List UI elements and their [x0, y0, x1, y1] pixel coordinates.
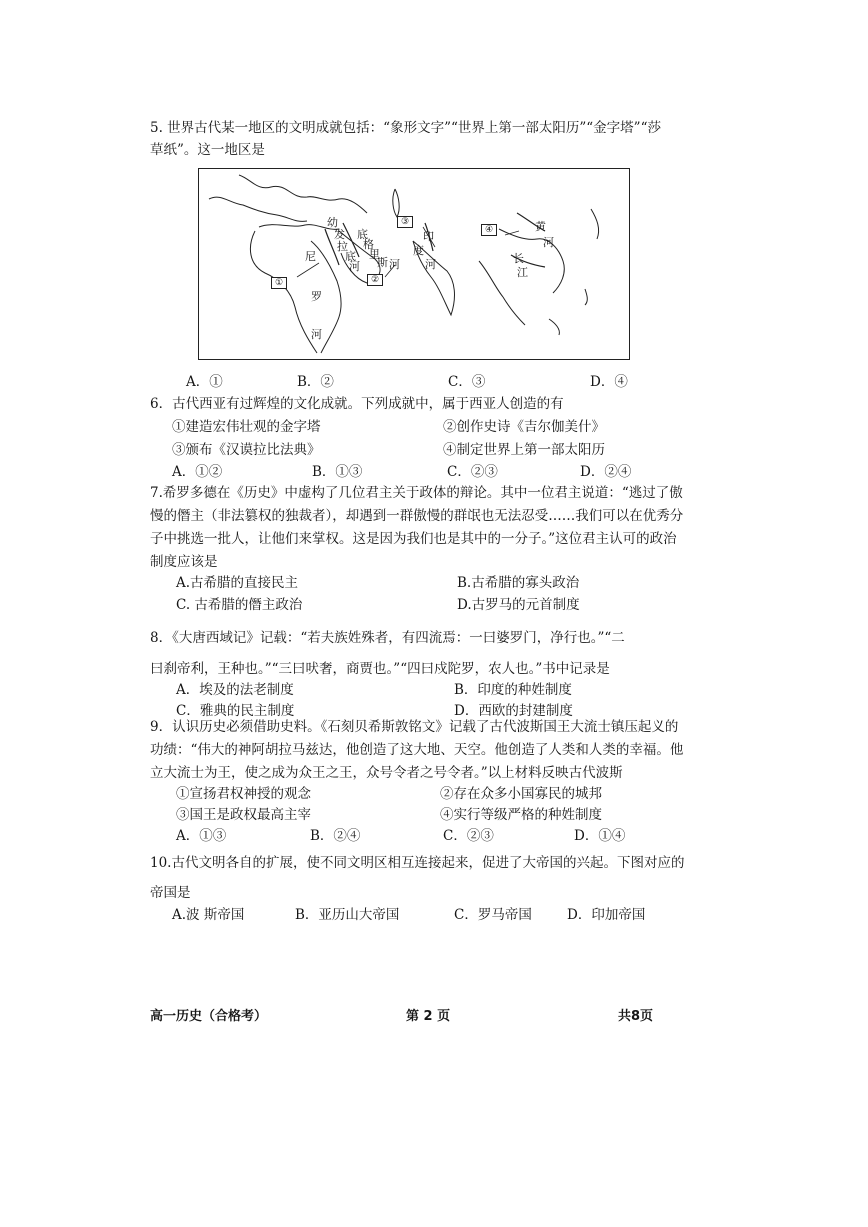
- map-label: 斯: [377, 256, 388, 269]
- map-label: 河: [311, 328, 322, 341]
- q9-line-3: 立大流士为王，使之成为众王之王，众号令者之号令者。”以上材料反映古代波斯: [150, 765, 623, 781]
- footer-page-number: 第 2 页: [406, 1009, 451, 1024]
- q6-option-d[interactable]: D．②④: [580, 464, 632, 480]
- q7-line-2: 慢的僭主（非法篡权的独裁者），却遇到一群傲慢的群氓也无法忍受……我们可以在优秀分: [150, 508, 684, 524]
- map-marker-3[interactable]: ③: [397, 216, 413, 228]
- map-label: 度: [413, 244, 424, 257]
- q7-option-d[interactable]: D.古罗马的元首制度: [457, 597, 580, 613]
- q10-line-1: 10.古代文明各自的扩展，使不同文明区相互连接起来，促进了大帝国的兴起。下图对应的: [150, 855, 685, 871]
- map-label: 河: [349, 260, 360, 273]
- q9-line-2: 功绩：“伟大的神阿胡拉马兹达，他创造了这大地、天空。他创造了人类和人类的幸福。他: [150, 742, 684, 758]
- q5-line-1: 5. 世界古代某一地区的文明成就包括：“象形文字”“世界上第一部太阳历”“金字塔”“莎: [150, 120, 661, 136]
- q8-option-b[interactable]: B．印度的种姓制度: [454, 682, 572, 698]
- q7-option-a[interactable]: A.古希腊的直接民主: [176, 575, 299, 591]
- map-marker-4[interactable]: ④: [481, 224, 497, 236]
- map-label: 尼: [305, 250, 316, 263]
- q5-option-a[interactable]: A．①: [186, 374, 223, 390]
- q8-line-2: 曰刹帝利，王种也。”“三曰吠奢，商贾也。”“四曰戍陀罗，农人也。”书中记录是: [150, 661, 610, 677]
- map-label: 底: [345, 250, 356, 263]
- q8-line-1: 8．《大唐西域记》记载：“若夫族姓殊者，有四流焉：一曰婆罗门，净行也。”“二: [150, 630, 625, 646]
- q7-option-c[interactable]: C. 古希腊的僭主政治: [176, 597, 303, 613]
- q9-item-1: ①宣扬君权神授的观念: [176, 786, 311, 802]
- map-label: 底: [357, 228, 368, 241]
- question-6: [150, 393, 680, 415]
- q10-option-b[interactable]: B．亚历山大帝国: [295, 907, 400, 923]
- question-8: [150, 623, 680, 685]
- q6-item-4: ④制定世界上第一部太阳历: [443, 442, 605, 458]
- q7-option-b[interactable]: B.古希腊的寡头政治: [457, 575, 580, 591]
- map-outline-graphic: [199, 169, 629, 359]
- q6-option-a[interactable]: A．①②: [172, 464, 223, 480]
- map-label: 格: [363, 238, 374, 251]
- map-label: 幼: [327, 216, 338, 229]
- q9-option-c[interactable]: C．②③: [443, 828, 494, 844]
- q6-option-b[interactable]: B．①③: [312, 464, 363, 480]
- q7-line-3: 子中挑选一批人，让他们来掌权。这是因为我们也是其中的一分子。”这位君主认可的政治: [150, 531, 677, 547]
- question-7: [150, 482, 684, 574]
- map-label: 拉: [337, 240, 348, 253]
- q6-stem: 6．古代西亚有过辉煌的文化成就。下列成就中，属于西亚人创造的有: [150, 396, 564, 412]
- q6-item-3: ③颁布《汉谟拉比法典》: [172, 442, 321, 458]
- q5-option-c[interactable]: C．③: [448, 374, 486, 390]
- q5-option-b[interactable]: B．②: [297, 374, 334, 390]
- q7-line-4: 制度应该是: [150, 554, 218, 570]
- q9-option-a[interactable]: A．①③: [176, 828, 227, 844]
- q6-item-1: ①建造宏伟壮观的金字塔: [172, 419, 321, 435]
- q6-option-c[interactable]: C．②③: [447, 464, 498, 480]
- q5-option-d[interactable]: D．④: [590, 374, 628, 390]
- q10-option-a[interactable]: A.波 斯帝国: [172, 907, 245, 923]
- q8-option-d[interactable]: D．西欧的封建制度: [454, 703, 573, 719]
- footer-total-pages: 共8页: [618, 1009, 654, 1024]
- q9-item-4: ④实行等级严格的种姓制度: [440, 807, 602, 823]
- map-label: 里: [369, 248, 380, 261]
- question-5: [150, 117, 680, 161]
- q6-item-2: ②创作史诗《吉尔伽美什》: [443, 419, 605, 435]
- question-10: [150, 848, 685, 908]
- map-label: 发: [334, 228, 345, 241]
- q10-line-2: 帝国是: [150, 885, 191, 901]
- map-label: 河: [543, 236, 554, 249]
- q9-line-1: 9．认识历史必须借助史料。《石刻贝希斯敦铭文》记载了古代波斯国王大流士镇压起义的: [150, 719, 679, 735]
- map-marker-2[interactable]: ②: [367, 274, 383, 286]
- q9-item-2: ②存在众多小国寡民的城邦: [440, 786, 602, 802]
- q7-line-1: 7.希罗多德在《历史》中虚构了几位君主关于政体的辩论。其中一位君主说道：“逃过了傲: [150, 485, 683, 501]
- q10-option-d[interactable]: D．印加帝国: [567, 907, 646, 923]
- q8-option-c[interactable]: C．雅典的民主制度: [176, 703, 295, 719]
- q9-option-d[interactable]: D．①④: [574, 828, 626, 844]
- q8-option-a[interactable]: A．埃及的法老制度: [176, 682, 294, 698]
- footer-subject: 高一历史（合格考）: [150, 1009, 268, 1024]
- map-label: 罗: [311, 290, 322, 303]
- q5-line-2: 草纸”。这一地区是: [150, 142, 265, 158]
- map-label: 河: [389, 258, 400, 271]
- question-9: [150, 716, 684, 785]
- map-label: 江: [517, 266, 528, 279]
- map-marker-1[interactable]: ①: [271, 277, 287, 289]
- q9-option-b[interactable]: B．②④: [310, 828, 361, 844]
- world-map: [198, 168, 630, 360]
- q9-item-3: ③国王是政权最高主宰: [176, 807, 311, 823]
- map-label: 长: [513, 252, 524, 265]
- map-label: 河: [425, 258, 436, 271]
- map-label: 印: [423, 230, 434, 243]
- map-label: 黄: [535, 220, 546, 233]
- q10-option-c[interactable]: C．罗马帝国: [454, 907, 532, 923]
